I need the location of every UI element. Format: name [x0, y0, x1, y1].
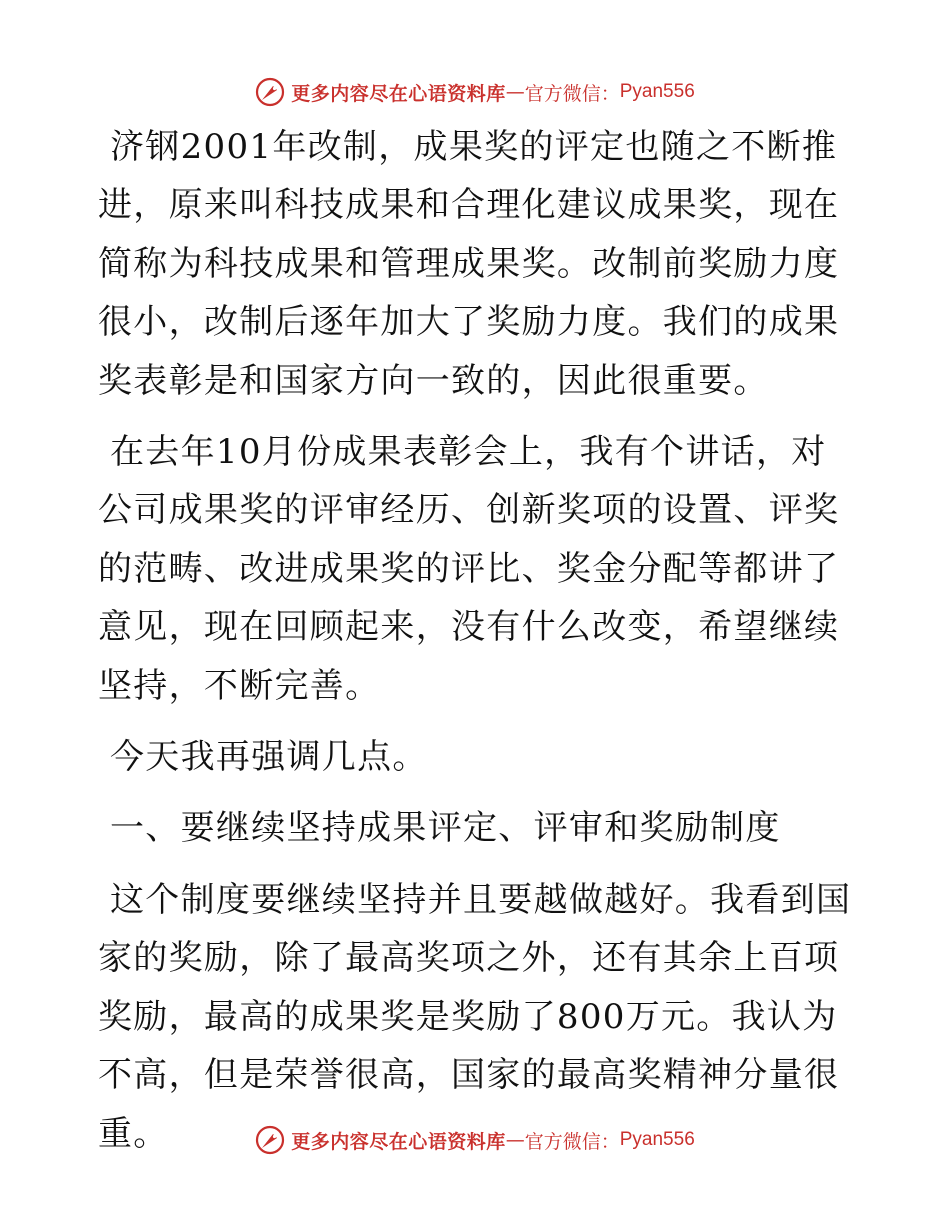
watermark-brand: 更多内容尽在心语资料库	[291, 82, 506, 105]
paragraph-3: 今天我再强调几点。	[110, 737, 428, 778]
watermark-id: Pyan556	[619, 1129, 695, 1150]
pen-nib-logo-icon	[255, 1125, 285, 1155]
paragraph-1: 济钢2001年改制，成果奖的评定也随之不断推进，原来叫科技成果和合理化建议成果奖，现在简称为科技成果和管理成果奖。改制前奖励力度很小，改制后逐年加大了奖励力度。我们的成果奖表彰是和国家方向一致的，因此很重要。	[98, 127, 840, 401]
pen-nib-logo-icon	[255, 77, 285, 107]
watermark-separator: —	[505, 81, 525, 103]
watermark-footer	[0, 1120, 950, 1160]
paragraph-4: 这个制度要继续坚持并且要越做越好。我看到国家的奖励，除了最高奖项之外，还有其余上百项奖励，最高的成果奖是奖励了800万元。我认为不高，但是荣誉很高，国家的最高奖精神分量很重。	[98, 879, 852, 1154]
watermark-official-label: 官方微信：	[524, 82, 620, 105]
paragraph-2: 在去年10月份成果表彰会上，我有个讲话，对公司成果奖的评审经历、创新奖项的设置、评奖的范畴、改进成果奖的评比、奖金分配等都讲了意见，现在回顾起来，没有什么改变，希望继续坚持，不断完善。	[98, 432, 840, 706]
document-body	[98, 118, 858, 1176]
section-heading-1: 一、要继续坚持成果评定、评审和奖励制度	[110, 808, 781, 849]
watermark-brand: 更多内容尽在心语资料库	[291, 1130, 506, 1153]
watermark-official-label: 官方微信：	[524, 1130, 620, 1153]
watermark-id: Pyan556	[619, 81, 695, 102]
watermark-separator: —	[505, 1129, 525, 1151]
watermark-header	[0, 72, 950, 112]
